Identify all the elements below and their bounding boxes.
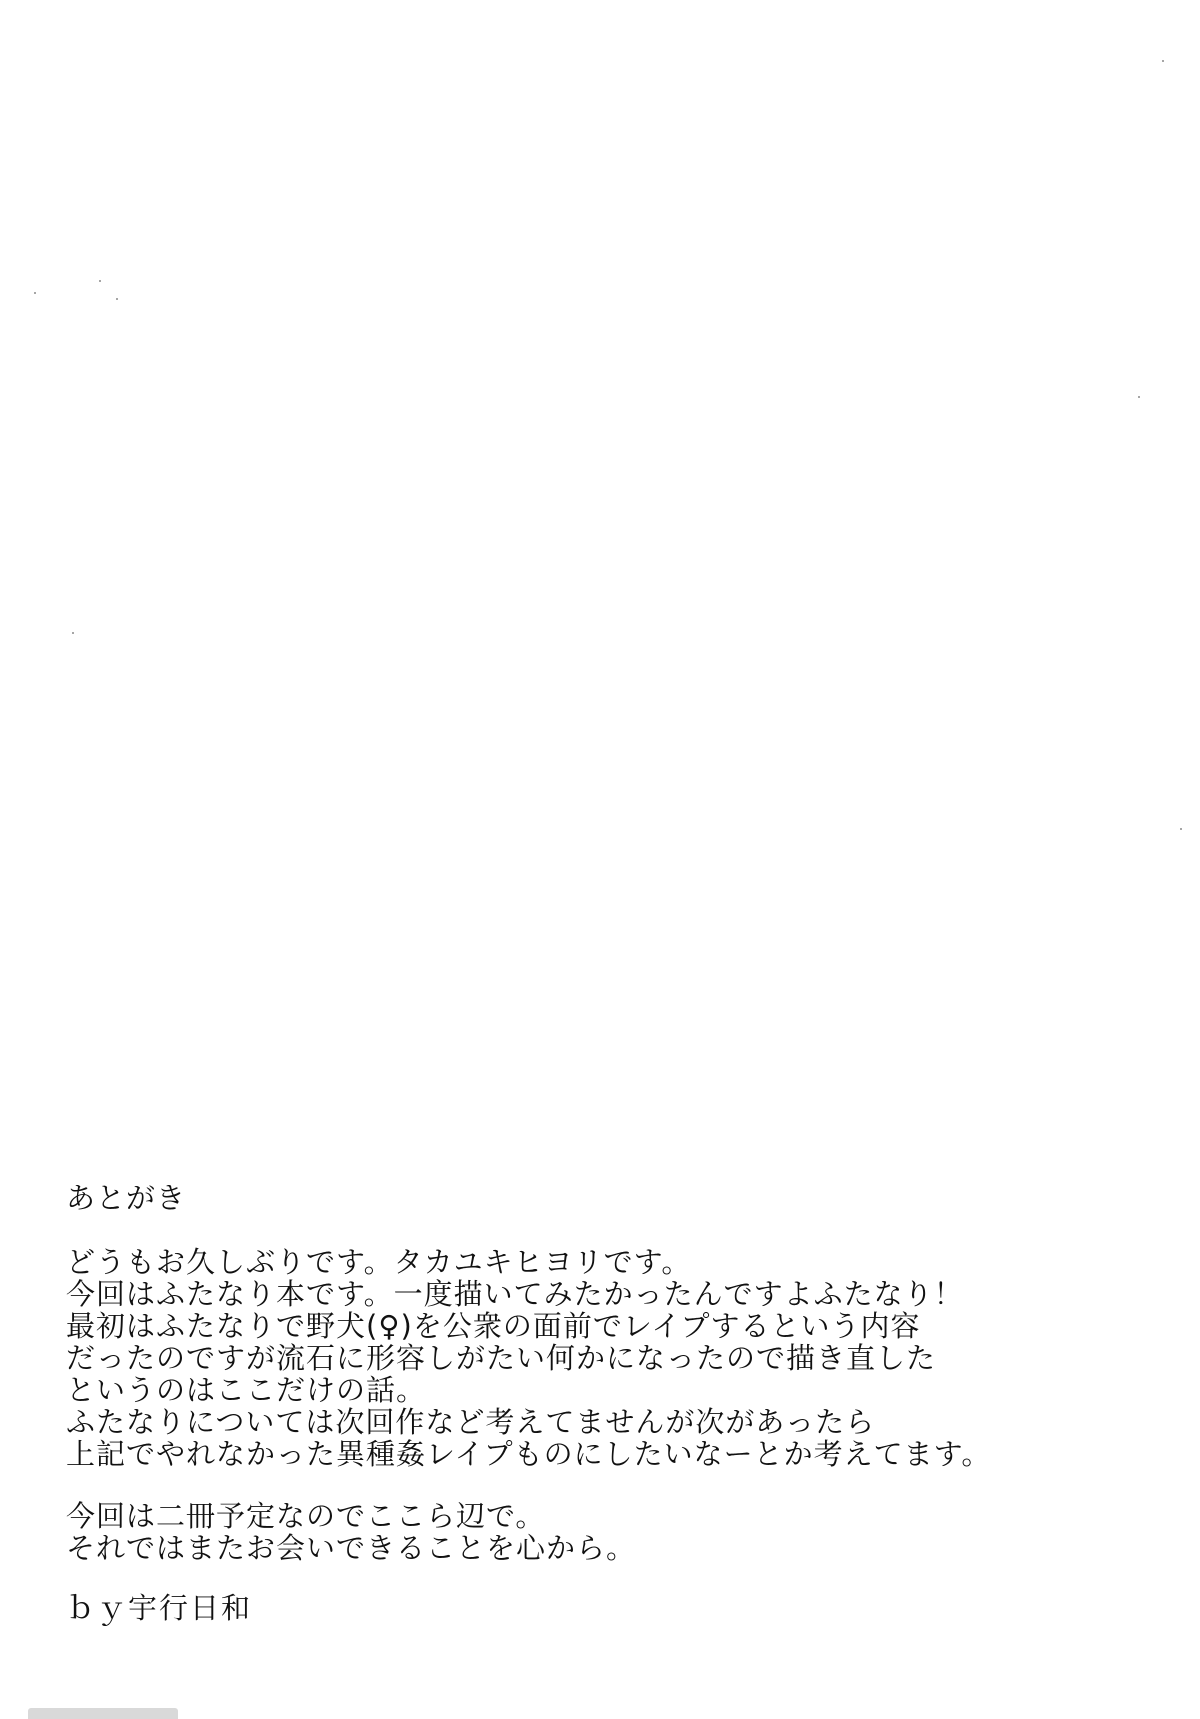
scan-speck [99,280,101,282]
afterword-paragraph-1 [66,1246,1146,1470]
text-line: というのはここだけの話。 [66,1373,427,1407]
text-line: 今回は二冊予定なのでここら辺で。 [66,1499,546,1533]
text-line: だったのですが流石に形容しがたい何かになったので描き直した [66,1341,937,1375]
scan-speck [1138,396,1140,398]
text-line: 最初はふたなりで野犬(♀)を公衆の面前でレイプするという内容 [66,1309,921,1343]
afterword-paragraph-2 [66,1500,1146,1564]
scan-speck [72,632,74,634]
text-line: それではまたお会いできることを心から。 [66,1531,637,1565]
scan-speck [1162,60,1164,62]
text-line: 今回はふたなり本です。一度描いてみたかったんですよふたなり！ [66,1277,964,1311]
text-line: どうもお久しぶりです。タカユキヒヨリです。 [66,1245,692,1279]
scan-speck [116,298,118,300]
scan-edge-mark [28,1708,178,1719]
afterword-heading: あとがき [66,1181,187,1215]
scan-speck [1180,828,1182,830]
author-signature: ｂｙ宇行日和 [66,1591,253,1625]
scan-speck [34,292,36,294]
text-line: 上記でやれなかった異種姦レイプものにしたいなーとか考えてます。 [66,1437,992,1471]
text-line: ふたなりについては次回作など考えてませんが次があったら [66,1405,876,1439]
afterword-section [66,1180,1146,1626]
